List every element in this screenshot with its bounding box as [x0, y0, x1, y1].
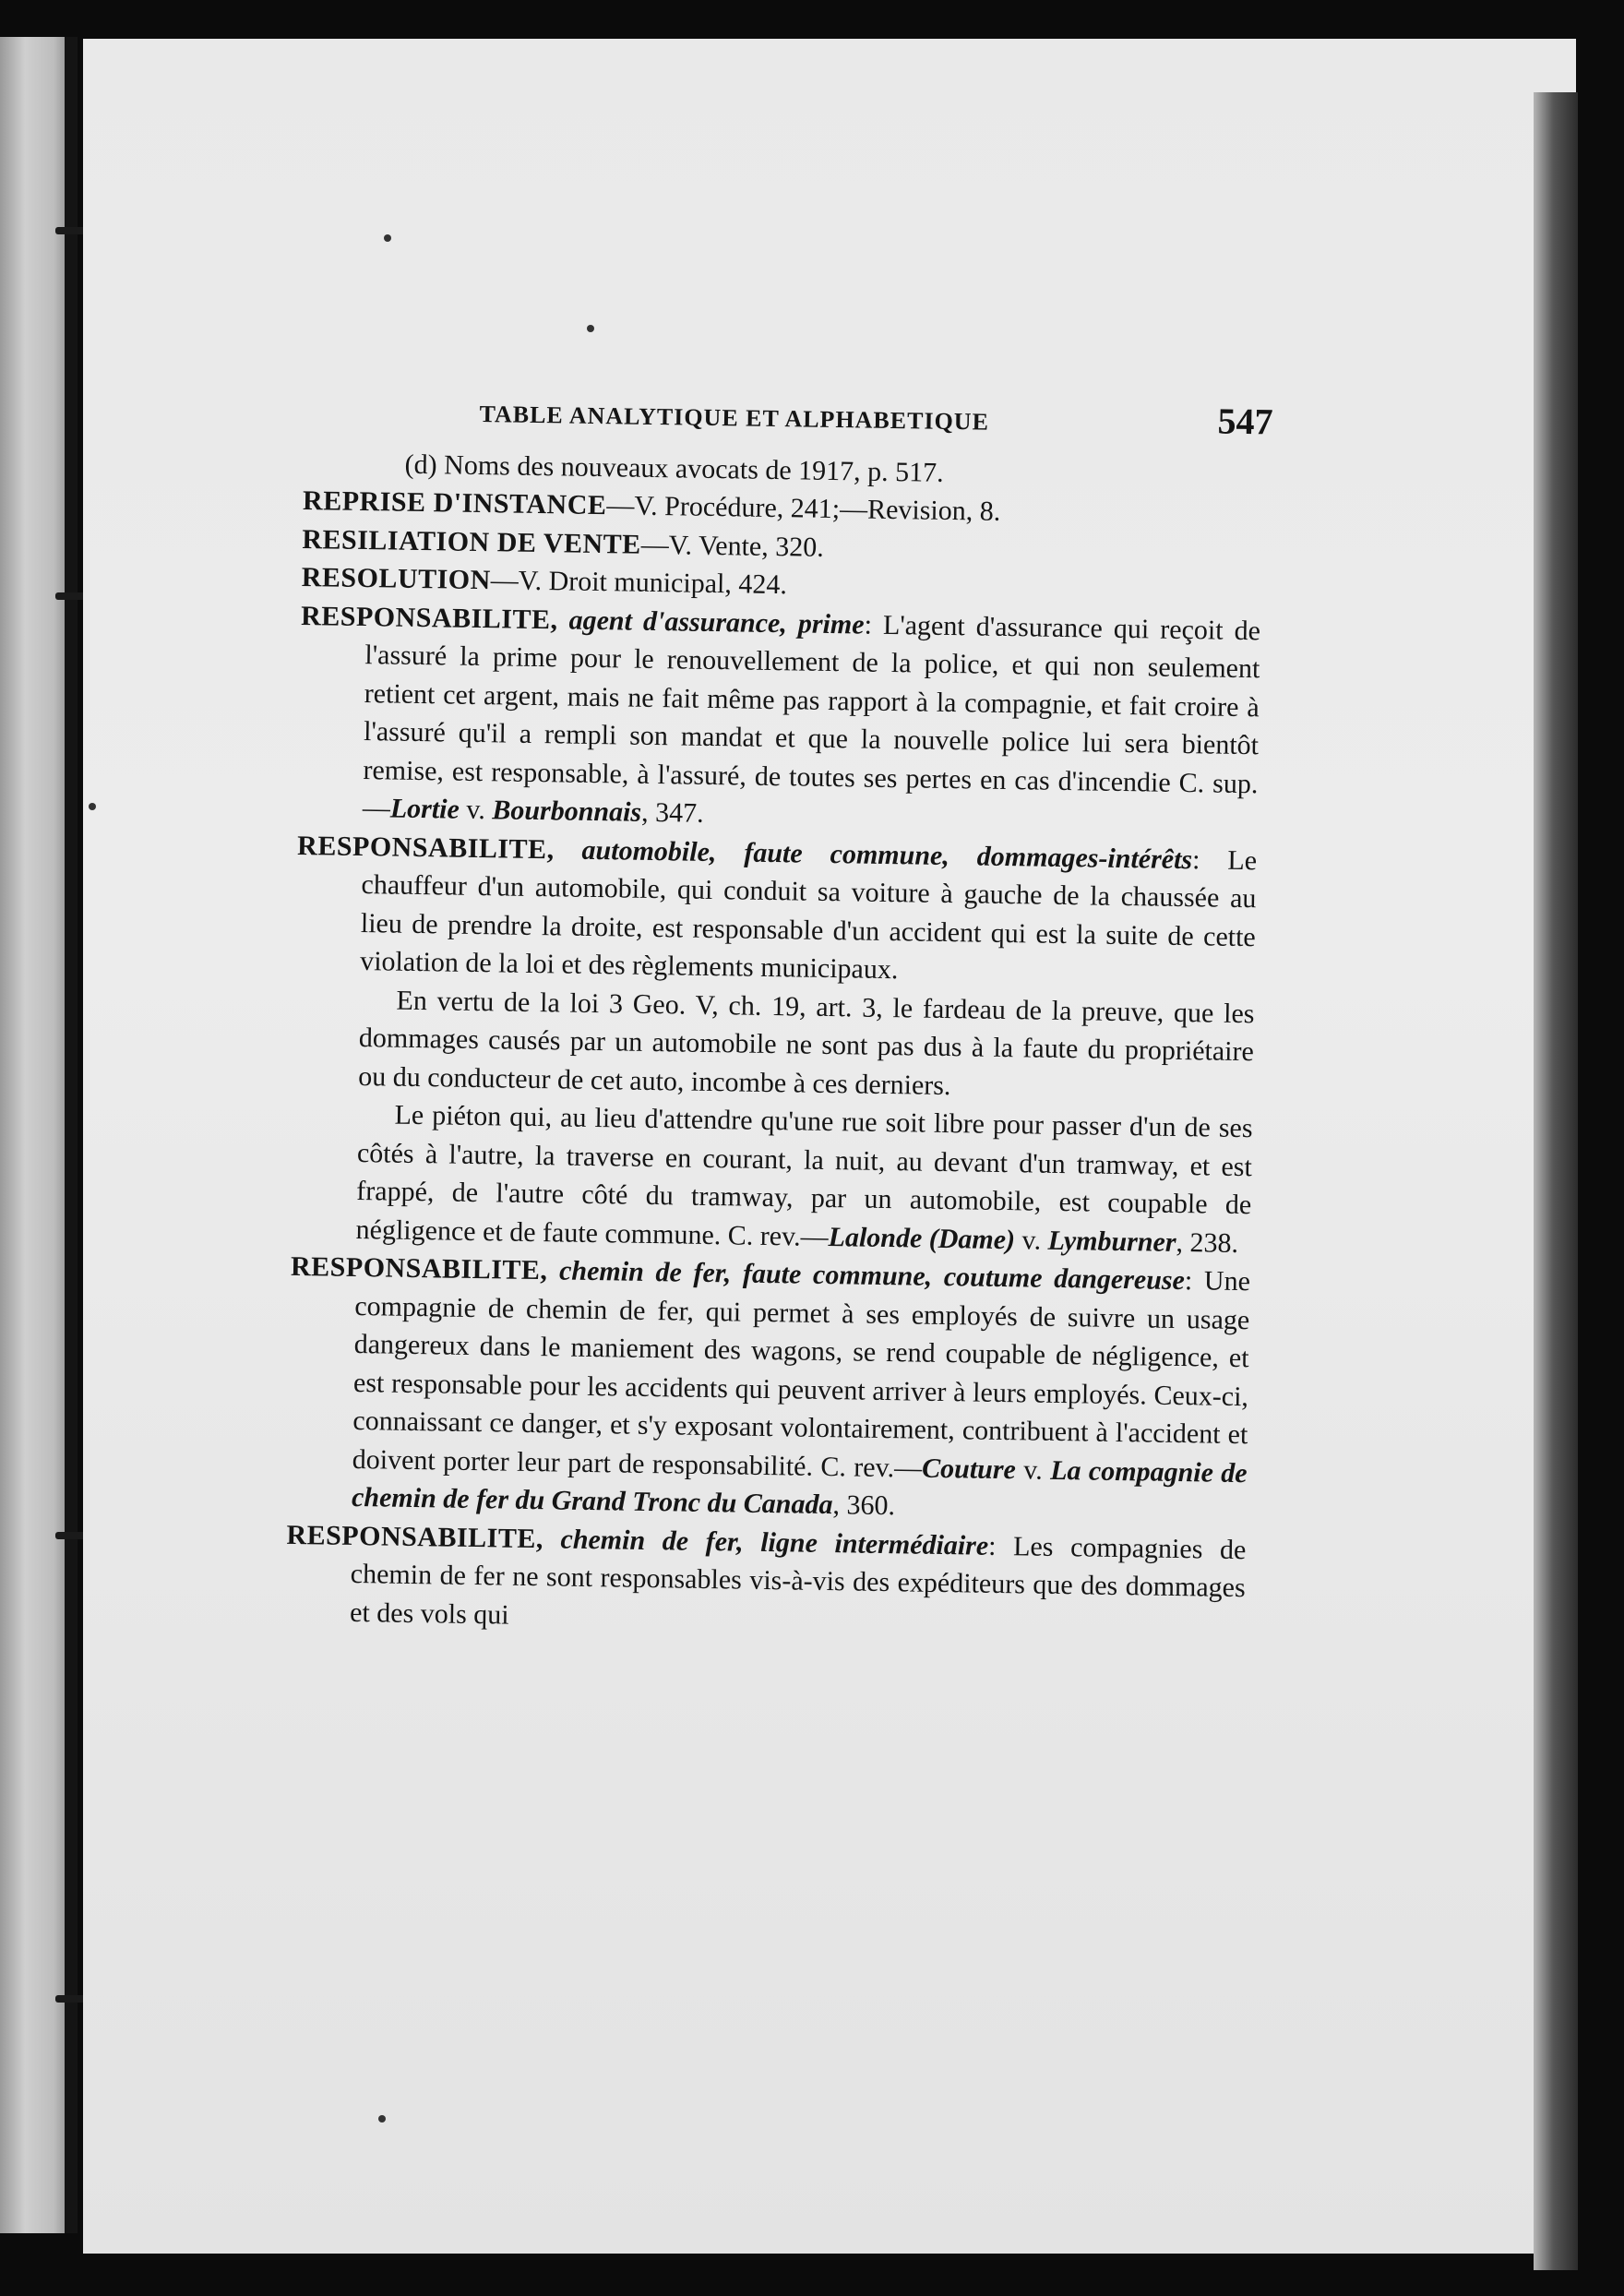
entry-text: : Le chauffeur d'un automobile, qui conduit sa voiture à gauche de la chaussée au lieu de prendre la droite, est responsable d'un accident qui est la suite de cette violation de la loi et des règlements municipaux.	[359, 843, 1258, 986]
page-edge-shadow	[1534, 92, 1578, 2270]
entry-head: RESPONSABILITE,	[296, 830, 555, 865]
citation-versus: v.	[1015, 1453, 1051, 1486]
entry-resp-ligne	[285, 1515, 1247, 1645]
entry-text: —V. Procédure, 241;—Revision, 8.	[606, 490, 1001, 527]
entry-resp-auto	[295, 826, 1257, 994]
citation-page: , 347.	[640, 796, 704, 829]
note-d: (d) Noms des nouveaux avocats de 1917, p. 517.	[404, 448, 944, 488]
page-content	[285, 388, 1273, 1645]
citation-party-b: Bourbonnais	[492, 795, 642, 828]
entry-subject: chemin de fer, faute commune, coutume dangereuse	[558, 1255, 1186, 1297]
speck	[89, 803, 96, 810]
entry-text: : Les compagnies de chemin de fer ne sont responsables vis-à-vis des expéditeurs que des dommages et des vols qui	[349, 1530, 1247, 1631]
entry-subject: chemin de fer, ligne intermédiaire	[560, 1524, 989, 1561]
page-number: 547	[1217, 400, 1273, 443]
speck	[384, 234, 391, 242]
citation-party-a: Lortie	[389, 793, 460, 825]
citation-page: , 238.	[1176, 1226, 1239, 1259]
citation-party-a: Lalonde (Dame)	[828, 1221, 1016, 1255]
citation-page: , 360.	[832, 1489, 896, 1522]
entry-head: RESPONSABILITE,	[286, 1519, 544, 1554]
entry-resp-agent	[298, 596, 1261, 841]
citation-party-b: Lymburner	[1047, 1225, 1176, 1258]
citation-versus: v.	[459, 794, 493, 826]
citation-party-a: Couture	[921, 1453, 1017, 1485]
entry-text: —V. Droit municipal, 424.	[490, 565, 788, 601]
entry-head: RESPONSABILITE,	[290, 1250, 548, 1286]
spine-line	[65, 37, 78, 2233]
entry-text: —V. Vente, 320.	[640, 529, 825, 563]
citation-party-b: La compagnie de chemin de fer du Grand Tronc du Canada	[351, 1454, 1248, 1521]
entry-text: : Une compagnie de chemin de fer, qui permet à ses employés de suivre un usage dangereux dans le maniement des wagons, se rend coupable de négligence, et est responsable pour les accidents qui peuvent arriver à leurs employés. Ceux-ci, connaissant ce danger, et s'y exposant volontairement, contribuent à l'accident et doivent porter leur part de responsabilité. C. rev.—	[352, 1265, 1251, 1484]
header-title: TABLE ANALYTIQUE ET ALPHABETIQUE	[479, 400, 990, 436]
entry-head: RESPONSABILITE,	[300, 600, 558, 635]
binding-strip	[0, 37, 72, 2233]
speck	[378, 2115, 386, 2123]
entry-resp-auto-para3	[291, 1094, 1252, 1262]
entry-head: RESILIATION DE VENTE	[302, 523, 641, 560]
speck	[587, 325, 594, 332]
entry-subject: agent d'assurance, prime	[568, 604, 865, 640]
entry-text: Le piéton qui, au lieu d'attendre qu'une rue soit libre pour passer d'un de ses côtés à l'autre, la traverse en courant, la nuit, au devant d'un tramway, et est frappé, de l'autre côté du tramway, par un automobile, est coupable de négligence et de faute commune. C. rev.—	[355, 1099, 1253, 1252]
entry-text: : L'agent d'assurance qui reçoit de l'assuré la prime pour le renouvellement de la police, et qui non seulement retient cet argent, mais ne fait même pas rapport à la compagnie, et fait croire à l'assuré qu'il a rempli son mandat et que la nouvelle police lui sera bientôt remise, est responsable, à l'assuré, de toutes ses pertes en cas d'incendie C. sup.—	[362, 609, 1261, 824]
entry-subject: automobile, faute commune, dommages-intérêts	[581, 834, 1193, 875]
entry-head: RESOLUTION	[301, 561, 492, 596]
entry-resp-chemin	[287, 1248, 1250, 1531]
citation-versus: v.	[1014, 1224, 1048, 1256]
entry-resp-auto-para2: En vertu de la loi 3 Geo. V, ch. 19, art. 3, le fardeau de la preuve, que les dommages causés par un automobile ne sont pas dus à la faute du propriétaire ou du conducteur de cet auto, incombe à ces derniers.	[358, 985, 1255, 1101]
entry-head: REPRISE D'INSTANCE	[302, 484, 607, 521]
